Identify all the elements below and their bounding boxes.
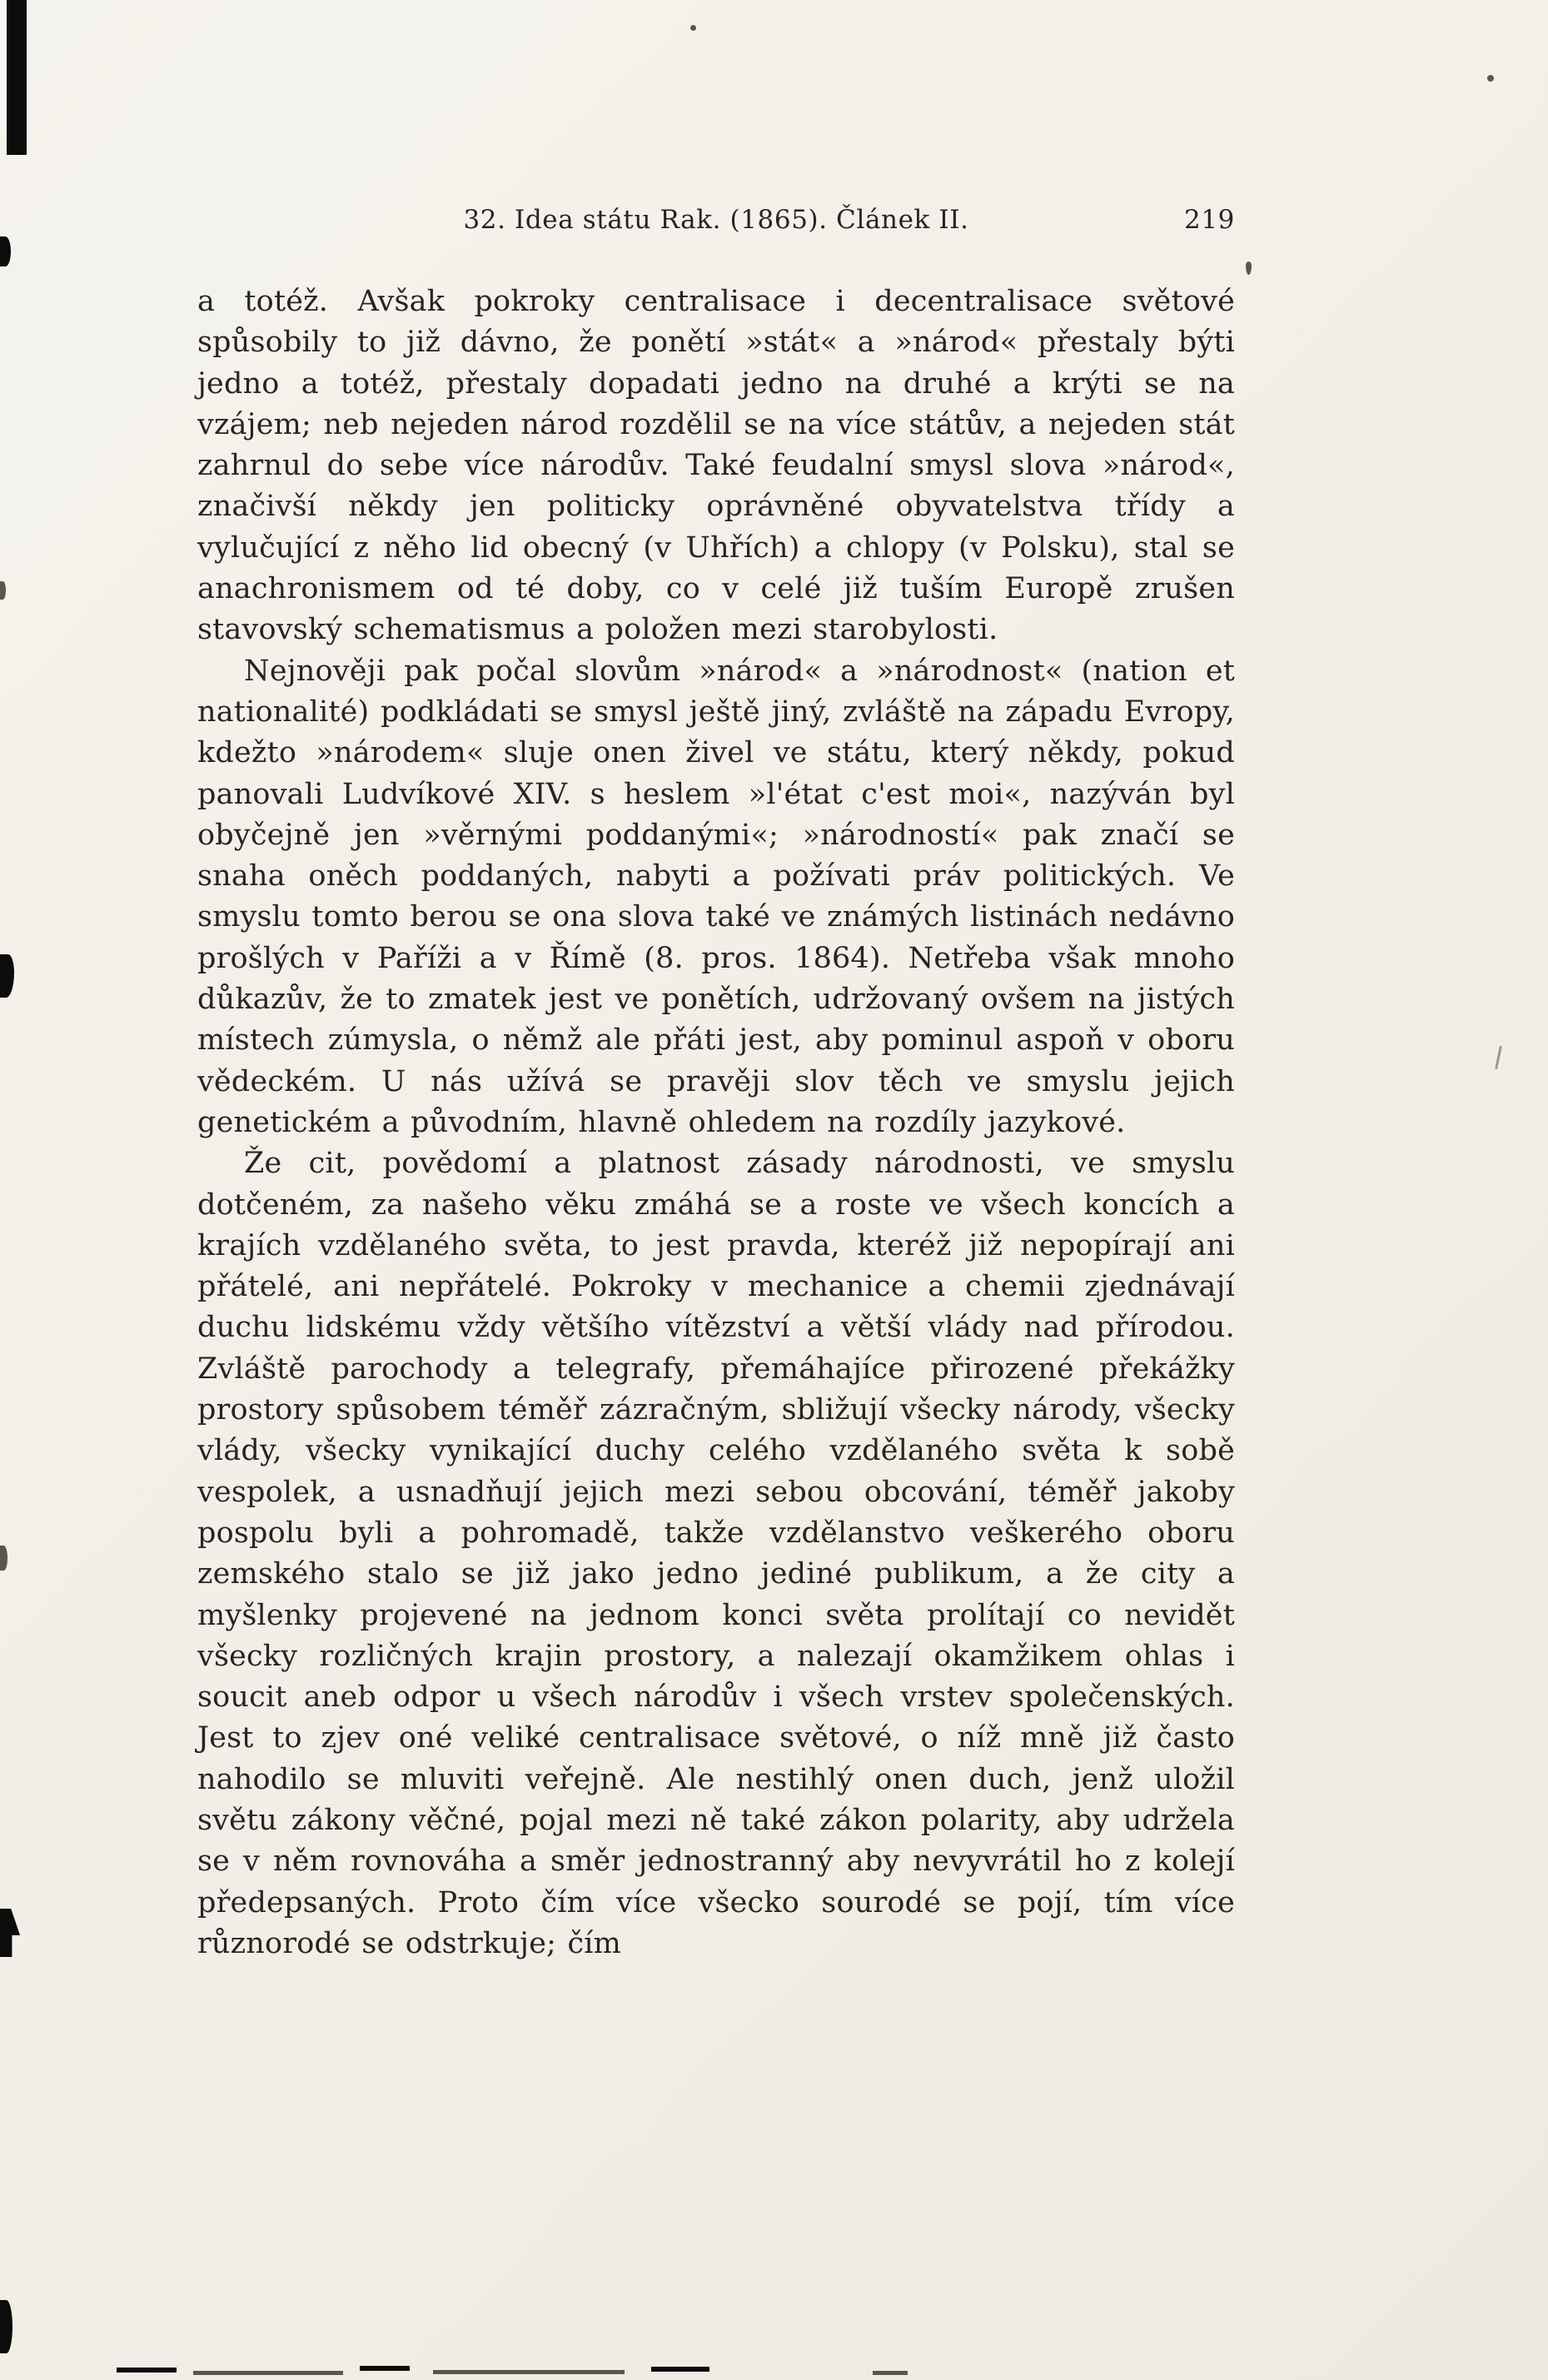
scan-mark-left-small	[0, 1546, 7, 1571]
scan-mark-left-arrow	[0, 1909, 20, 1957]
scan-mark-top-left-bar	[7, 0, 27, 155]
page-header	[197, 205, 1235, 241]
scan-speck-top-right	[1487, 75, 1494, 82]
scan-dash-bottom-2	[193, 2371, 343, 2375]
page-number: 219	[1184, 205, 1235, 235]
scan-dash-bottom-5	[651, 2367, 709, 2372]
scan-mark-left-tick	[0, 581, 6, 600]
scan-mark-left-notch-1	[0, 237, 11, 266]
scan-speck-right-slash	[1495, 1046, 1502, 1069]
scan-dash-bottom-3	[360, 2366, 410, 2371]
text-block	[197, 281, 1235, 1964]
paragraph: Že cit, povědomí a platnost zásady národnosti, ve smyslu dotčeném, za našeho věku zmáhá se a roste ve všech koncích a krajích vzdělaného světa, to jest pravda, kteréž již nepopírají ani přátelé, ani nepřátelé. Pokroky v mechanice a chemii zjednávají duchu lidskému vždy většího vítězství a větší vlády nad přírodou. Zvláště parochody a telegrafy, přemáhajíce přirozené překážky prostory spůsobem téměř zázračným, sbližují všecky národy, všecky vlády, všecky vynikající duchy celého vzdělaného světa k sobě vespolek, a usnadňují jejich mezi sebou obcování, téměř jakoby pospolu byli a pohromadě, takže vzdělanstvo veškerého oboru zemského stalo se již jako jedno jediné publikum, a že city a myšlenky projevené na jednom konci světa prolítají co nevidět všecky rozličných krajin prostory, a nalezají okamžikem ohlas i soucit aneb odpor u všech národův i všech vrstev společenských. Jest to zjev oné veliké centralisace světové, o níž mně již často nahodilo se mluviti veřejně. Ale nestihlý onen duch, jenž uložil světu zákony věčné, pojal mezi ně také zákon polarity, aby udržela se v něm rovnováha a směr jednostranný aby nevyvrátil ho z kolejí předepsaných. Proto čím více všecko sourodé se pojí, tím více různorodé se odstrkuje; čím	[197, 1147, 1235, 1960]
scan-dash-bottom-1	[117, 2368, 177, 2373]
scan-speck-top-center	[690, 25, 696, 31]
scan-dash-bottom-4	[433, 2370, 625, 2374]
paragraph: Nejnověji pak počal slovům »národ« a »národnost« (nation et nationalité) podkládati se smysl ještě jiný, zvláště na západu Evropy, kdežto »národem« sluje onen živel ve státu, který někdy, pokud panovali Ludvíkové XIV. s heslem »l'état c'est moi«, nazýván byl obyčejně jen »věrnými poddanými«; »národností« pak značí se snaha oněch poddaných, nabyti a požívati práv politických. Ve smyslu tomto berou se ona slova také ve známých listinách nedávno prošlých v Paříži a v Římě (8. pros. 1864). Netřeba však mnoho důkazův, že to zmatek jest ve ponětích, udržovaný ovšem na jistých místech zúmysla, o němž ale přáti jest, aby pominul aspoň v oboru vědeckém. U nás užívá se pravěji slov těch ve smyslu jejich genetickém a původním, hlavně ohledem na rozdíly jazykové.	[197, 654, 1235, 1139]
scan-mark-left-notch-2	[0, 954, 14, 998]
scan-mark-left-bottom	[0, 2300, 12, 2353]
scan-speck-right-comma	[1246, 261, 1252, 275]
scan-dash-bottom-6	[873, 2371, 908, 2375]
running-title: 32. Idea státu Rak. (1865). Článek II.	[463, 205, 969, 235]
paragraph: a totéž. Avšak pokroky centralisace i decentralisace světové spůsobily to již dávno, že ponětí »stát« a »národ« přestaly býti jedno a totéž, přestaly dopadati jedno na druhé a krýti se na vzájem; neb nejeden národ rozdělil se na více státův, a nejeden stát zahrnul do sebe více národův. Také feudalní smysl slova »národ«, značivší někdy jen politicky oprávněné obyvatelstva třídy a vylučující z něho lid obecný (v Uhřích) a chlopy (v Polsku), stal se anachronismem od té doby, co v celé již tuším Europě zrušen stavovský schematismus a položen mezi starobylosti.	[197, 285, 1235, 647]
